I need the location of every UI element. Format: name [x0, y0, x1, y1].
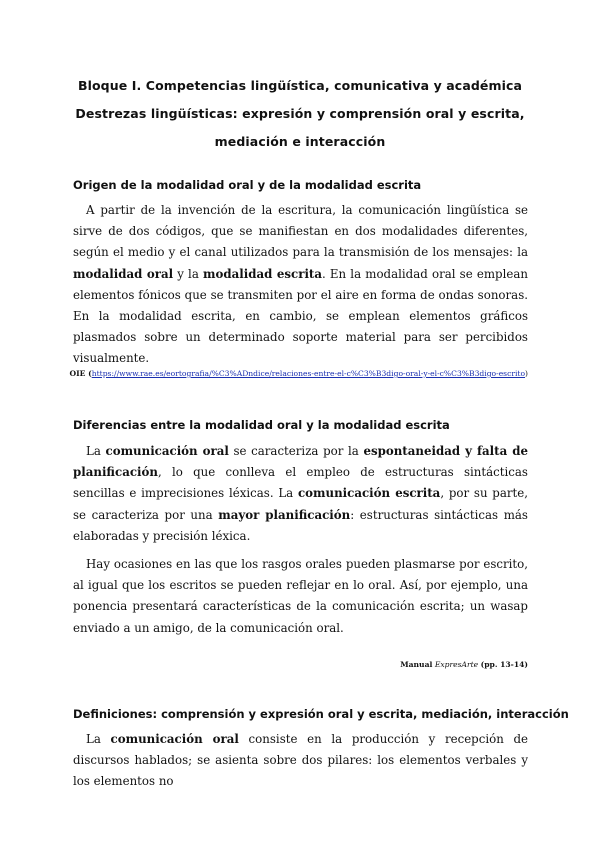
paragraph-definiciones: La comunicación oral consiste en la producción y recepción de discursos hablados; se asienta sobre dos pilares: los elementos verbales y los elementos no — [73, 732, 529, 789]
source-link[interactable]: https://www.rae.es/eortografia/%C3%ADndice/relaciones-entre-el-c%C3%B3digo-oral-y-el-c%C3%B3digo-escrito — [91, 369, 526, 378]
source-citation-oie: OIE (https://www.rae.es/eortografia/%C3%ADndice/relaciones-entre-el-c%C3%B3digo-oral-y-el-c%C3%B3digo-escrito) — [69, 369, 528, 378]
paragraph-rasgos: Hay ocasiones en las que los rasgos orales pueden plasmarse por escrito, al igual que los escritos se pueden reflejar en lo oral. Así, por ejemplo, una ponencia presentará características de la comunicación escrita; un wasap enviado a un amigo, de la comunicación oral. — [73, 557, 528, 635]
title-line-1: Bloque I. Competencias lingüística, comunicativa y académica — [77, 78, 523, 93]
paragraph-origen: A partir de la invención de la escritura, la comunicación lingüística se sirve de dos códigos, que se manifiestan en dos modalidades diferentes, según el medio y el canal utilizados para la transmisión de los mensajes: la modalidad oral y la modalidad escrita. En la modalidad oral se emplean elementos fónicos que se transmiten por el aire en forma de ondas sonoras. En la modalidad escrita, en cambio, se emplean elementos gráficos plasmados sobre un determinado soporte material para ser percibidos visualmente. — [73, 203, 528, 366]
section-heading-definiciones: Definiciones: comprensión y expresión oral y escrita, mediación, interacción — [73, 707, 569, 721]
paragraph-diferencias: La comunicación oral se caracteriza por la espontaneidad y falta de planificación, lo que conlleva el empleo de estructuras sintácticas sencillas e imprecisiones léxicas. La comunicación escrita, por su parte, se caracteriza por una mayor planificación: estructuras sintácticas más elaboradas y precisión léxica. — [73, 444, 528, 543]
document-title — [60, 72, 540, 156]
title-line-3: mediación e interacción — [214, 134, 386, 149]
source-citation-manual: Manual ExpresArte (pp. 13-14) — [400, 660, 528, 669]
title-line-2: Destrezas lingüísticas: expresión y comprensión oral y escrita, — [75, 106, 525, 121]
section-heading-diferencias: Diferencias entre la modalidad oral y la modalidad escrita — [73, 418, 450, 432]
section-heading-origen: Origen de la modalidad oral y de la modalidad escrita — [73, 178, 422, 192]
